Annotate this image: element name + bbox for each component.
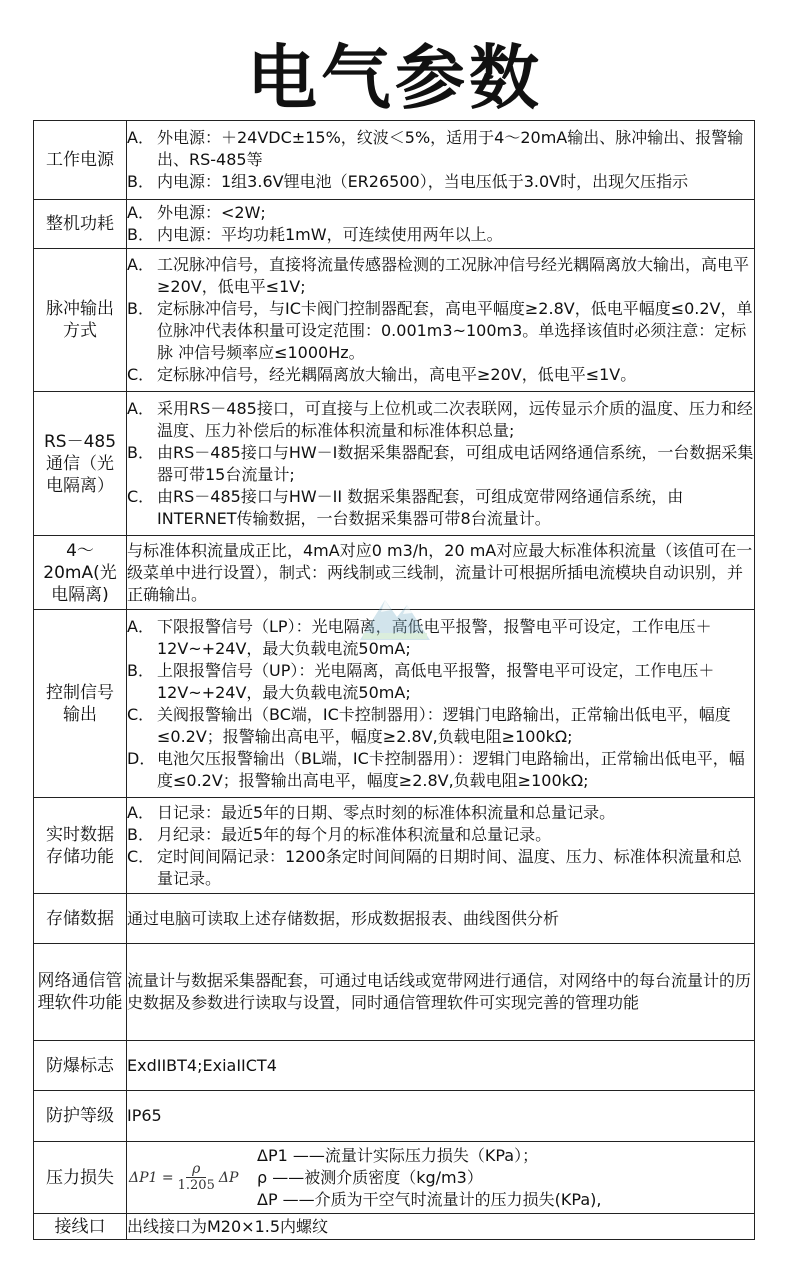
list-item: A． 日记录：最近5年的日期、零点时刻的标准体积流量和总量记录。 <box>127 802 616 822</box>
row-label: 控制信号输出 <box>34 610 127 798</box>
table-row <box>34 1142 755 1214</box>
row-content: 通过电脑可读取上述存储数据，形成数据报表、曲线图供分析 <box>127 894 755 944</box>
pressure-loss-formula: ΔP1 = $\frac{\rho}{1.205}$ ΔP <box>129 1161 239 1193</box>
list-item: B． 内电源：平均功耗1mW，可连续使用两年以上。 <box>127 225 503 244</box>
spec-table <box>33 120 755 1240</box>
row-label: 4～20mA(光电隔离) <box>34 536 127 610</box>
table-row <box>34 1091 755 1142</box>
mountain-watermark-icon <box>355 585 435 645</box>
list-item: B． 月纪录：最近5年的每个月的标准体积流量和总量记录。 <box>127 824 552 844</box>
row-content <box>127 798 755 894</box>
row-label: 实时数据存储功能 <box>34 798 127 894</box>
row-content <box>127 200 755 249</box>
row-content: ExdIIBT4;ExiaIICT4 <box>127 1041 755 1091</box>
list-item: B． 上限报警信号（UP）：光电隔离，高低电平报警，报警电平可设定，工作电压＋12V~+24V，最大负载电流50mA; <box>127 660 715 702</box>
row-label: RS－485通信（光电隔离） <box>34 392 127 536</box>
table-row <box>34 798 755 894</box>
list-item: A． 采用RS－485接口，可直接与上位机或二次表联网，远传显示介质的温度、压力和经温度、压力补偿后的标准体积流量和标准体积总量; <box>127 398 753 440</box>
list-item: B． 定标脉冲信号，与IC卡阀门控制器配套，高电平幅度≥2.8V，低电平幅度≤0.2V，单位脉冲代表体积量可设定范围：0.001m3~100m3。单选择该值时必须注意：定标脉 冲信号频率应≤1000Hz。 <box>127 299 753 362</box>
list-item: B． 内电源：1组3.6V锂电池（ER26500），当电压低于3.0V时，出现欠压指示 <box>127 172 689 191</box>
page-title: 电气参数 <box>247 37 543 119</box>
list-item: D． 电池欠压报警输出（BL端，IC卡控制器用）：逻辑门电路输出，正常输出低电平，幅度≤0.2V；报警输出高电平，幅度≥2.8V,负载电阻≥100kΩ; <box>127 748 745 790</box>
list-item: A． 工况脉冲信号，直接将流量传感器检测的工况脉冲信号经光耦隔离放大输出，高电平≥20V，低电平≤1V; <box>127 255 750 296</box>
row-content: 流量计与数据采集器配套，可通过电话线或宽带网进行通信，对网络中的每台流量计的历史数据及参数进行读取与设置，同时通信管理软件可实现完善的管理功能 <box>127 944 755 1041</box>
legend-line: ρ ——被测介质密度（kg/m3） <box>257 1167 483 1187</box>
table-row <box>34 1214 755 1240</box>
row-content <box>127 249 755 392</box>
row-content: 出线接口为M20×1.5内螺纹 <box>127 1214 755 1240</box>
row-content: 与标准体积流量成正比，4mA对应0 m3/h，20 mA对应最大标准体积流量（该值可在一级菜单中进行设置），制式：两线制或三线制，流量计可根据所插电流模块自动识别，并正确输出。 <box>127 536 755 610</box>
table-row <box>34 200 755 249</box>
legend-line: ΔP1 ——流量计实际压力损失（KPa）； <box>257 1145 539 1165</box>
table-row <box>34 1041 755 1091</box>
list-item: A． 外电源：＋24VDC±15%，纹波＜5%，适用于4～20mA输出、脉冲输出、报警输出、RS-485等 <box>127 128 744 169</box>
table-row <box>34 392 755 536</box>
list-item: C． 由RS－485接口与HW－II 数据采集器配套，可组成宽带网络通信系统，由INTERNET传输数据，一台数据采集器可带8台流量计。 <box>127 486 684 528</box>
pressure-loss-legend <box>257 1145 754 1211</box>
row-content <box>127 1142 755 1214</box>
row-label: 压力损失 <box>34 1142 127 1214</box>
table-row <box>34 944 755 1041</box>
table-row <box>34 894 755 944</box>
row-label: 工作电源 <box>34 121 127 200</box>
list-item: A． 外电源：<2W; <box>127 203 266 222</box>
row-label: 接线口 <box>34 1214 127 1240</box>
row-content <box>127 121 755 200</box>
row-label: 防护等级 <box>34 1091 127 1142</box>
row-label: 存储数据 <box>34 894 127 944</box>
row-label: 网络通信管理软件功能 <box>34 944 127 1041</box>
list-item: C． 定标脉冲信号，经光耦隔离放大输出，高电平≥20V，低电平≤1V。 <box>127 365 637 384</box>
list-item: C． 定时间间隔记录：1200条定时间间隔的日期时间、温度、压力、标准体积流量和总量记录。 <box>127 846 742 888</box>
table-row <box>34 249 755 392</box>
legend-line: ΔP ——介质为干空气时流量计的压力损失(KPa), <box>257 1189 602 1209</box>
row-content: IP65 <box>127 1091 755 1142</box>
row-label: 脉冲输出方式 <box>34 249 127 392</box>
table-row <box>34 121 755 200</box>
row-content <box>127 610 755 798</box>
list-item: A． 下限报警信号（LP）：光电隔离，高低电平报警，报警电平可设定，工作电压＋12V~+24V，最大负载电流50mA; <box>127 616 712 658</box>
row-label: 防爆标志 <box>34 1041 127 1091</box>
row-content <box>127 392 755 536</box>
list-item: B． 由RS－485接口与HW－Ⅰ数据采集器配套，可组成电话网络通信系统，一台数据采集器可带15台流量计; <box>127 442 754 484</box>
list-item: C． 关阀报警输出（BC端，IC卡控制器用）：逻辑门电路输出，正常输出低电平，幅度≤0.2V；报警输出高电平，幅度≥2.8V,负载电阻≥100kΩ; <box>127 704 731 746</box>
row-label: 整机功耗 <box>34 200 127 249</box>
